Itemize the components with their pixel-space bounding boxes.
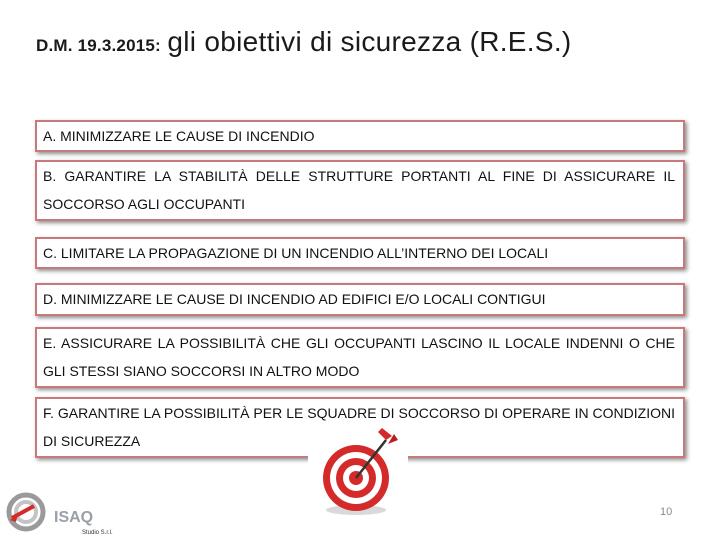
svg-text:Studio S.r.l.: Studio S.r.l. [82,530,113,536]
svg-text:ISAQ: ISAQ [54,509,94,526]
objective-text: F. GARANTIRE LA POSSIBILITÀ PER LE SQUADRE DI SOCCORSO DI OPERARE IN CONDIZIONI DI SICUREZZA [43,405,675,449]
objective-text: A. MINIMIZZARE LE CAUSE DI INCENDIO [43,128,315,144]
objective-box-e [35,327,685,388]
page-title [36,26,696,58]
objective-box-a [35,120,685,152]
objective-box-b [35,160,685,221]
objective-box-c [35,237,685,269]
page-number: 10 [660,506,673,518]
objective-text: D. MINIMIZZARE LE CAUSE DI INCENDIO AD EDIFICI E/O LOCALI CONTIGUI [43,291,546,307]
title-prefix: D.M. 19.3.2015: [36,36,161,55]
objective-box-d [35,283,685,316]
objective-text: E. ASSICURARE LA POSSIBILITÀ CHE GLI OCCUPANTI LASCINO IL LOCALE INDENNI O CHE GLI STESSI SIANO SOCCORSI IN ALTRO MODO [43,335,675,379]
objective-text: B. GARANTIRE LA STABILITÀ DELLE STRUTTURE PORTANTI AL FINE DI ASSICURARE IL SOCCORSO AGLI OCCUPANTI [43,168,675,212]
target-dart-icon [308,422,408,518]
isaq-logo-icon [4,488,124,536]
title-main: gli obiettivi di sicurezza (R.E.S.) [167,26,572,57]
objective-text: C. LIMITARE LA PROPAGAZIONE DI UN INCENDIO ALL’INTERNO DEI LOCALI [43,245,549,261]
